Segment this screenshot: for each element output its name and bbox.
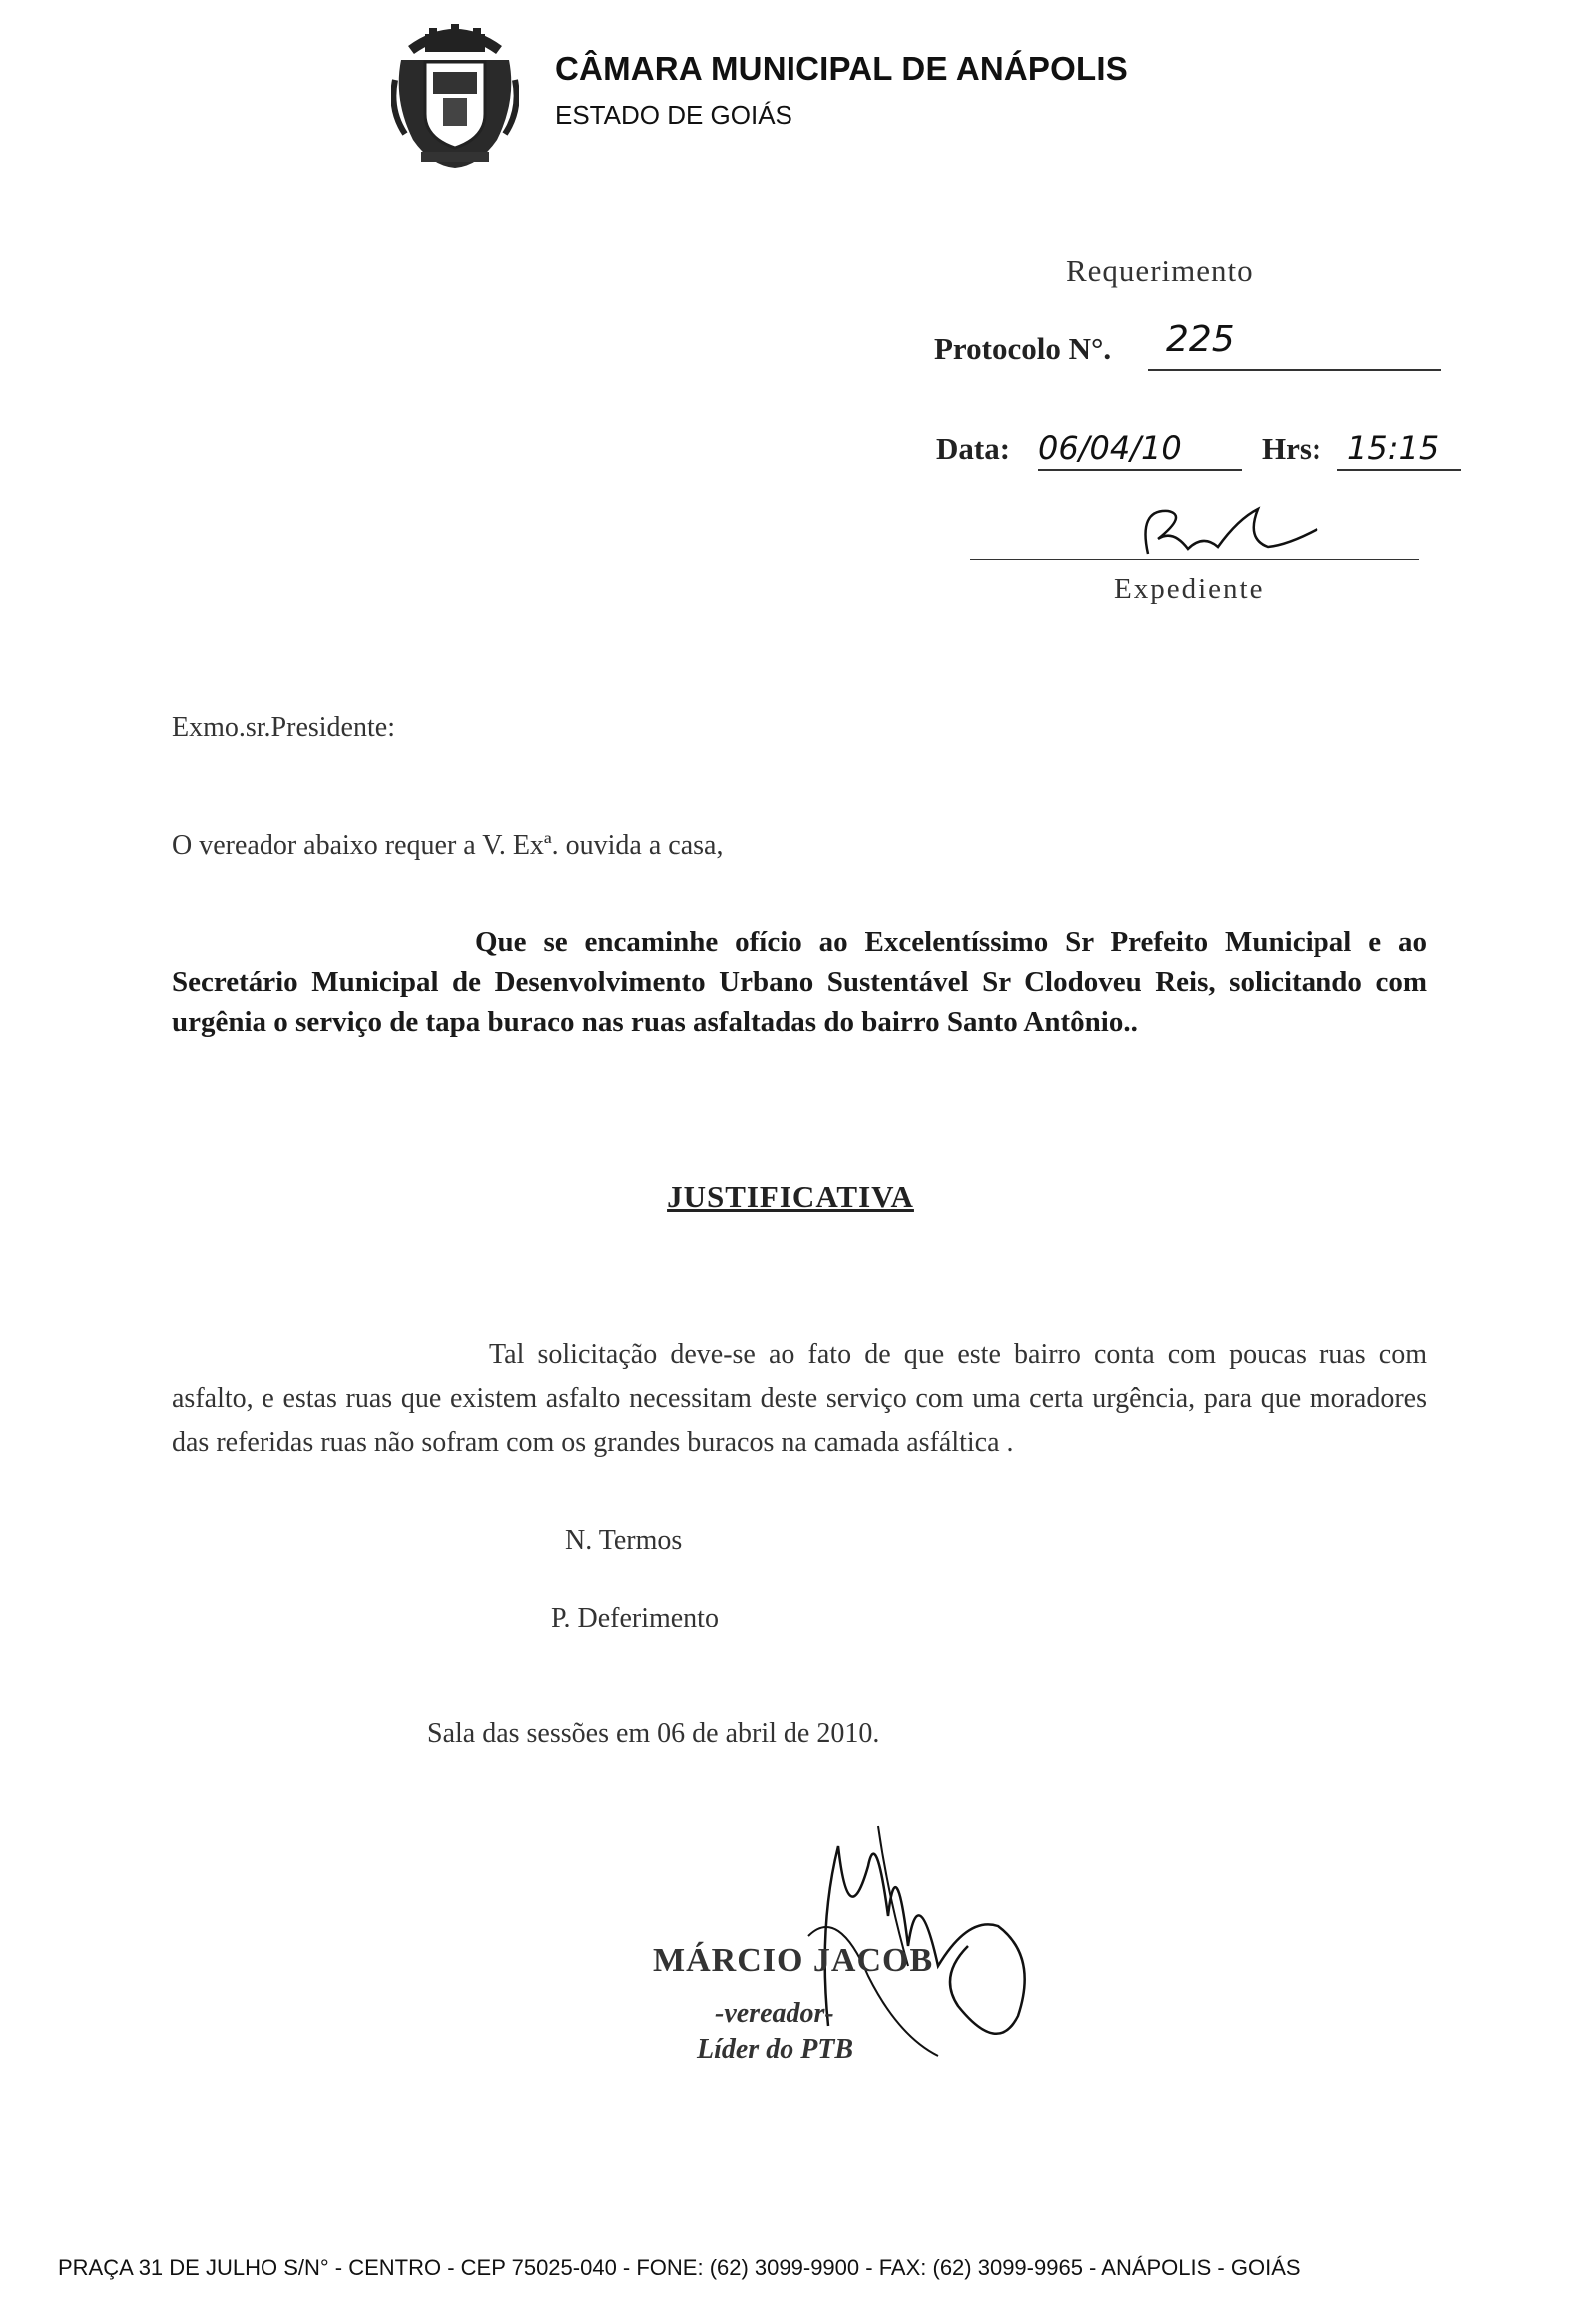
protocol-label: Protocolo N°. — [934, 331, 1112, 366]
municipal-crest-logo — [391, 20, 519, 170]
closing-termos: N. Termos — [565, 1525, 683, 1556]
footer-address: PRAÇA 31 DE JULHO S/N° - CENTRO - CEP 75025-040 - FONE: (62) 3099-9900 - FAX: (62) 3099-9965 - ANÁPOLIS - GOIÁS — [58, 2255, 1301, 2280]
date-line — [1038, 469, 1242, 471]
protocol-number: 225 — [1166, 319, 1235, 360]
salutation: Exmo.sr.Presidente: — [172, 712, 395, 743]
place-date: Sala das sessões em 06 de abril de 2010. — [427, 1718, 880, 1749]
intro-paragraph: O vereador abaixo requer a V. Exª. ouvida a casa, — [172, 830, 724, 861]
protocol-row — [934, 331, 1111, 367]
requerimento-title: Requerimento — [1066, 253, 1254, 288]
protocol-number-line — [1148, 369, 1441, 371]
request-paragraph: Que se encaminhe ofício ao Excelentíssimo Sr Prefeito Municipal e ao Secretário Municipal de Desenvolvimento Urbano Sustentável Sr Clodoveu Reis, solicitando com urgênia o serviço de tapa buraco nas ruas asfaltadas do bairro Santo Antônio.. — [172, 926, 1427, 1038]
hours-value: 15:15 — [1347, 429, 1440, 467]
date-label: Data: — [936, 431, 1011, 466]
signer-party-leader: Líder do PTB — [697, 2034, 854, 2065]
expediente-label: Expediente — [1114, 573, 1265, 605]
hours-line — [1337, 469, 1461, 471]
org-name: CÂMARA MUNICIPAL DE ANÁPOLIS — [555, 50, 1128, 87]
expediente-line — [970, 559, 1419, 560]
date-value: 06/04/10 — [1038, 429, 1182, 467]
closing-deferimento: P. Deferimento — [551, 1603, 719, 1633]
signer-role: -vereador- — [715, 1998, 834, 2029]
hours-label: Hrs: — [1262, 431, 1322, 466]
org-state: ESTADO DE GOIÁS — [555, 100, 792, 130]
justification-title: JUSTIFICATIVA — [667, 1179, 914, 1214]
justification-paragraph: Tal solicitação deve-se ao fato de que este bairro conta com poucas ruas com asfalto, e estas ruas que existem asfalto necessitam deste serviço com uma certa urgência, para que moradores das referidas ruas não sofram com os grandes buracos na camada asfáltica . — [172, 1339, 1427, 1458]
signer-name: MÁRCIO JACOB — [653, 1942, 934, 1979]
